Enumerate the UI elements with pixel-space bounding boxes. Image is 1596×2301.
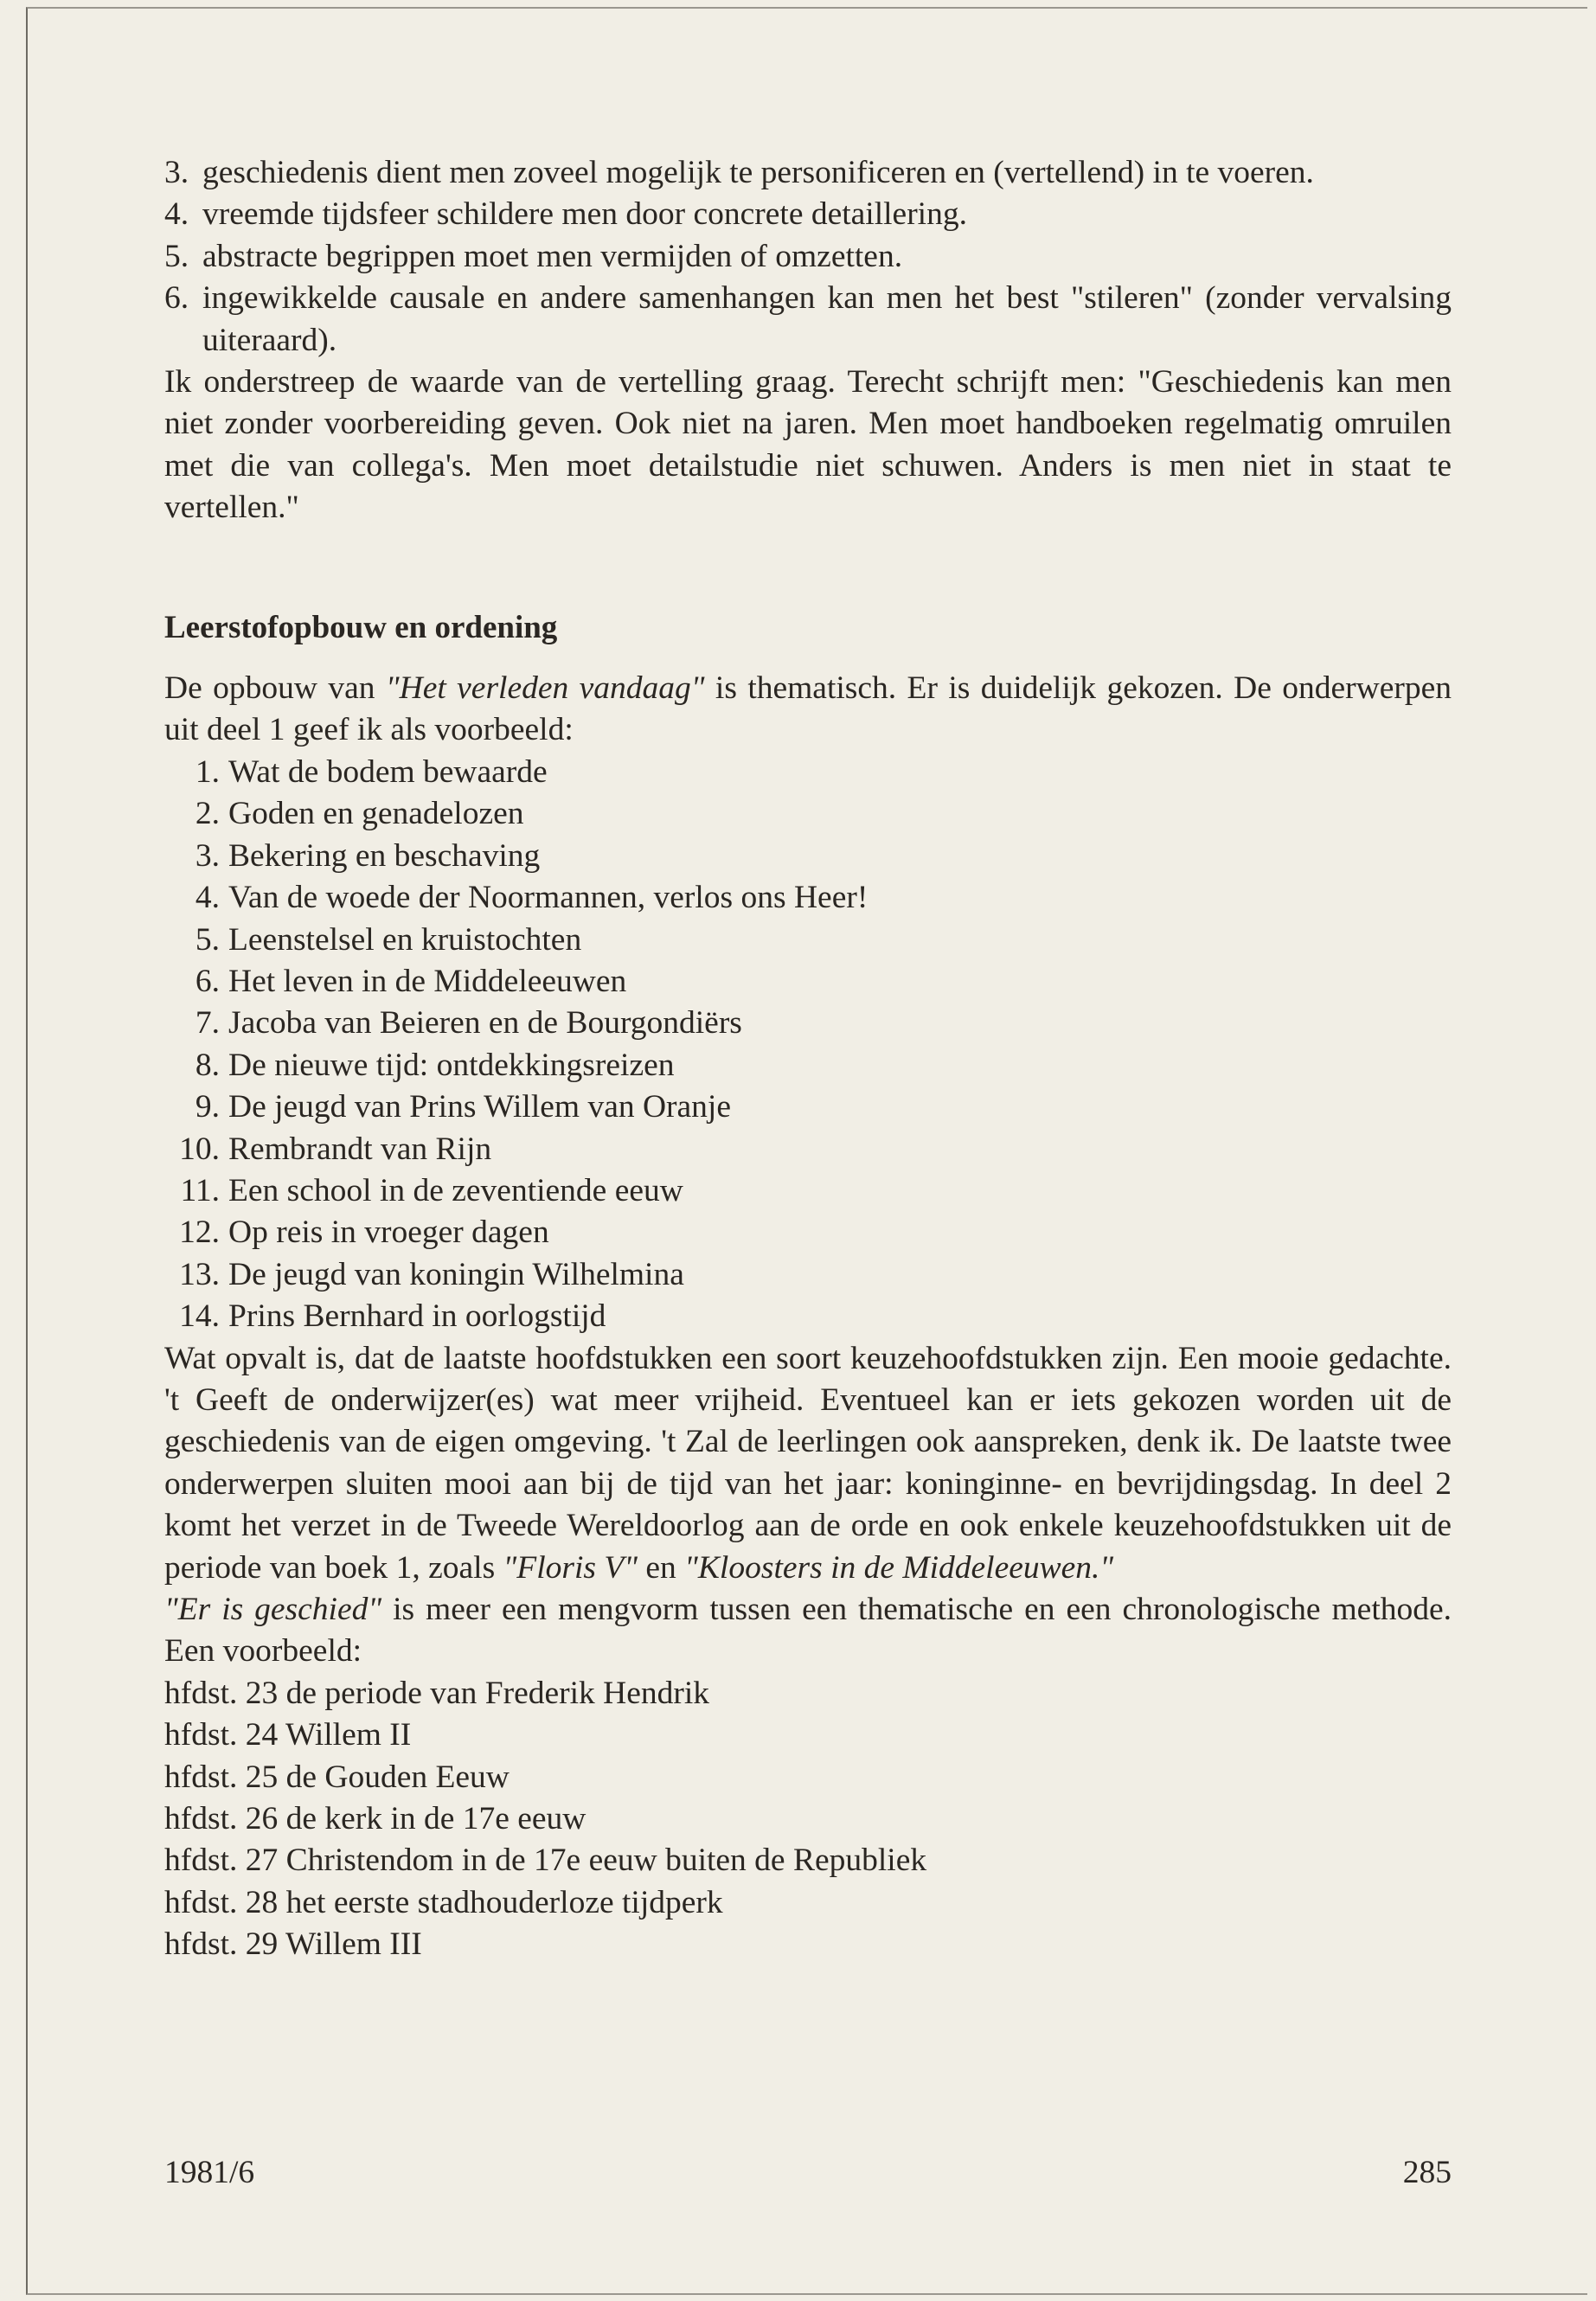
list-number: 7. (195, 1005, 220, 1042)
list-item (164, 961, 1452, 1003)
chapter-title: de Gouden Eeuw (285, 1759, 510, 1795)
list-number: 5. (195, 921, 220, 958)
list-item (164, 194, 1452, 235)
list-item (164, 1715, 1452, 1756)
list-text: Een school in de zeventiende eeuw (228, 1172, 683, 1208)
book-title: "Floris V" (503, 1549, 638, 1586)
intro-list (164, 152, 1452, 362)
list-item (164, 1170, 1452, 1212)
text-span: is thematisch. Er is duidelijk gekozen. De onderwerpen uit deel 1 geef ik als voorbeeld: (164, 670, 1452, 748)
list-item (164, 1882, 1452, 1924)
list-text: Goden en genadelozen (228, 796, 524, 832)
section-heading: Leerstofopbouw en ordening (164, 609, 558, 645)
list-item (164, 278, 1452, 362)
list-number: 2. (195, 796, 220, 832)
text-span: Wat opvalt is, dat de laatste hoofdstukken een soort keuzehoofdstukken zijn. Een mooie gedachte. 't Geeft de onderwijzer(es) wat meer vrijheid. Eventueel kan er iets gekozen worden uit de geschiedenis van de eigen omgeving. 't Zal de leerlingen ook aanspreken, denk ik. De laatste twee onderwerpen sluiten mooi aan bij de tijd van het jaar: koninginne- en bevrijdingsdag. In deel 2 komt het verzet in de Tweede Wereldoorlog aan de orde en ook enkele keuzehoofdstukken uit de periode van boek 1, zoals (164, 1340, 1452, 1586)
book-title: "Er is geschied" (164, 1592, 382, 1627)
list-number: 13. (179, 1256, 220, 1292)
list-text: Op reis in vroeger dagen (228, 1215, 549, 1251)
list-text: Prins Bernhard in oorlogstijd (228, 1298, 606, 1335)
issue-number: 1981/6 (164, 2155, 255, 2190)
list-number: 12. (179, 1215, 220, 1251)
chapter-title: de kerk in de 17e eeuw (285, 1801, 586, 1837)
book-title: "Het verleden vandaag" (385, 670, 705, 707)
list-number: 9. (195, 1089, 220, 1125)
list-number: 1. (195, 753, 220, 790)
chapter-label: hfdst. 23 (164, 1675, 279, 1711)
chapter-label: hfdst. 25 (164, 1759, 279, 1795)
list-text: abstracte begrippen moet men vermijden of omzetten. (202, 238, 903, 274)
list-item (164, 877, 1452, 919)
list-number: 5. (164, 238, 189, 274)
text-span: en (638, 1549, 685, 1586)
list-item (164, 1296, 1452, 1337)
chapter-title: Willem III (285, 1926, 422, 1963)
list-text: Rembrandt van Rijn (228, 1131, 492, 1167)
chapter-title: Christendom in de 17e eeuw buiten de Republiek (285, 1843, 927, 1879)
list-number: 14. (179, 1298, 220, 1335)
list-text: Van de woede der Noormannen, verlos ons Heer! (228, 880, 869, 916)
paragraph-opbouw (164, 668, 1452, 752)
list-number: 4. (164, 196, 189, 233)
list-item (164, 1840, 1452, 1881)
chapter-title: de periode van Frederik Hendrik (285, 1675, 710, 1711)
list-text: ingewikkelde causale en andere samenhangen kan men het best "stileren" (zonder vervalsing uiteraard). (202, 280, 1452, 358)
list-item (164, 236, 1452, 278)
list-text: De jeugd van Prins Willem van Oranje (228, 1089, 731, 1125)
list-item (164, 1673, 1452, 1715)
list-item (164, 752, 1452, 793)
list-item (164, 152, 1452, 194)
list-item (164, 1212, 1452, 1253)
list-item (164, 1798, 1452, 1840)
list-text: De nieuwe tijd: ontdekkingsreizen (228, 1047, 675, 1083)
list-item (164, 1045, 1452, 1086)
chapters-list (164, 1673, 1452, 1966)
list-text: geschiedenis dient men zoveel mogelijk te personificeren en (vertellend) in te voeren. (202, 155, 1314, 190)
chapter-label: hfdst. 29 (164, 1926, 279, 1963)
chapter-label: hfdst. 28 (164, 1884, 279, 1920)
text-span: De opbouw van (164, 670, 386, 707)
list-number: 6. (195, 963, 220, 999)
list-number: 3. (195, 837, 220, 874)
chapter-title: Willem II (285, 1717, 412, 1753)
list-text: Leenstelsel en kruistochten (228, 921, 582, 958)
list-text: Het leven in de Middeleeuwen (228, 963, 627, 999)
list-item (164, 1129, 1452, 1170)
list-item (164, 1086, 1452, 1128)
list-text: vreemde tijdsfeer schildere men door concrete detaillering. (202, 196, 967, 233)
chapter-title: het eerste stadhouderloze tijdperk (285, 1884, 723, 1920)
chapter-label: hfdst. 24 (164, 1717, 279, 1753)
list-item (164, 1924, 1452, 1965)
list-item (164, 1757, 1452, 1798)
paragraph-geschied (164, 1589, 1452, 1673)
chapter-label: hfdst. 26 (164, 1801, 279, 1837)
text-span: is meer een mengvorm tussen een thematische en een chronologische methode. Een voorbeeld: (164, 1592, 1452, 1670)
list-item (164, 793, 1452, 835)
list-item (164, 920, 1452, 961)
page-number: 285 (1402, 2155, 1452, 2190)
list-text: Wat de bodem bewaarde (228, 753, 548, 790)
list-text: Jacoba van Beieren en de Bourgondiërs (228, 1005, 742, 1042)
chapter-label: hfdst. 27 (164, 1843, 279, 1879)
list-number: 8. (195, 1047, 220, 1083)
list-item (164, 836, 1452, 877)
list-text: De jeugd van koningin Wilhelmina (228, 1256, 684, 1292)
body-text (164, 152, 1452, 1966)
list-number: 3. (164, 155, 189, 190)
list-item (164, 1254, 1452, 1296)
list-number: 10. (179, 1131, 220, 1167)
list-number: 4. (195, 880, 220, 916)
paragraph-vertelling: Ik onderstreep de waarde van de vertelling graag. Terecht schrijft men: "Geschiedenis kan men niet zonder voorbereiding geven. Ook niet na jaren. Men moet handboeken regelmatig omruilen met die van collega's. Men moet detailstudie niet schuwen. Anders is men niet in staat te vertellen." (164, 364, 1452, 526)
paragraph-opvalt (164, 1338, 1452, 1589)
topics-list (164, 752, 1452, 1338)
list-text: Bekering en beschaving (228, 837, 541, 874)
list-item (164, 1003, 1452, 1044)
list-number: 11. (180, 1172, 220, 1208)
list-number: 6. (164, 280, 189, 317)
book-title: "Kloosters in de Middeleeuwen." (684, 1549, 1114, 1586)
